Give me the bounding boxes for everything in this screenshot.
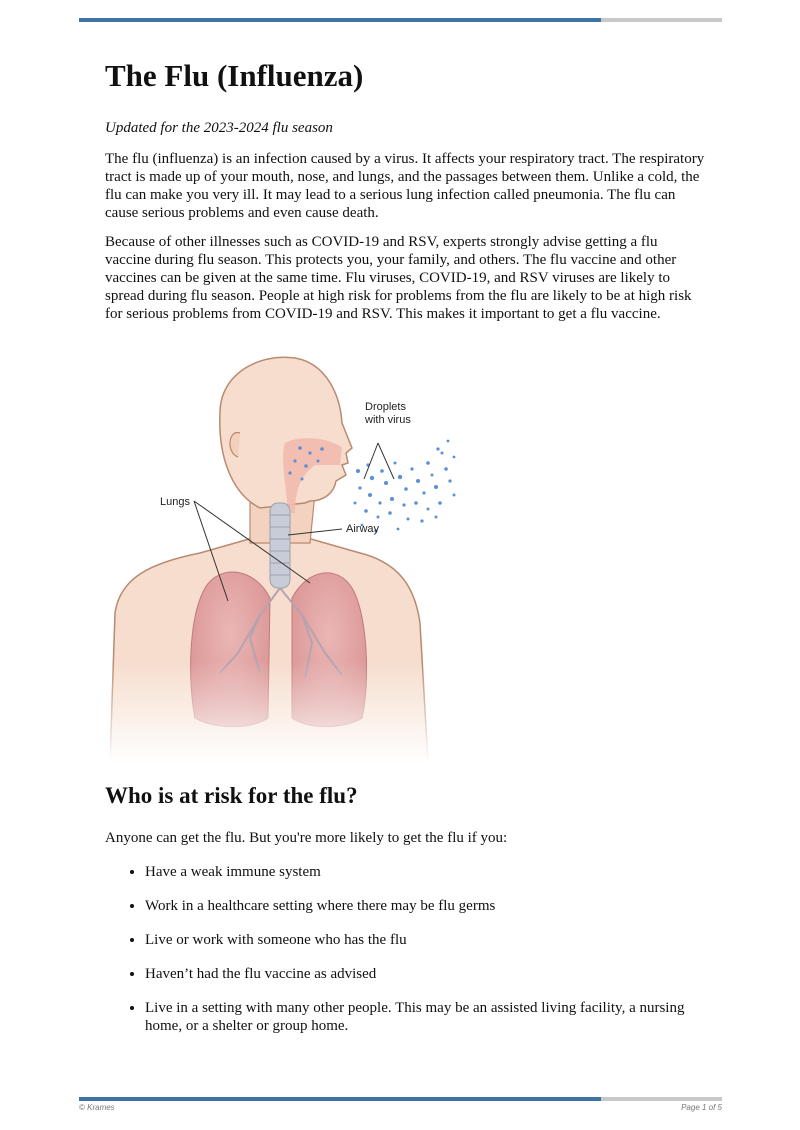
document-content — [105, 54, 705, 1051]
copyright-text: © Krames — [79, 1103, 115, 1112]
anatomy-drawing — [110, 353, 470, 763]
droplets-label-line1: Droplets — [365, 401, 406, 413]
page-subtitle: Updated for the 2023-2024 flu season — [105, 120, 333, 136]
footer-progress-bar — [79, 1097, 722, 1101]
airway-label: Airway — [346, 523, 380, 535]
list-item: • Work in a healthcare setting where there may be flu germs — [145, 897, 705, 915]
list-item: • Live in a setting with many other people. This may be an assisted living facility, a nursing home, or a shelter or group home. — [145, 999, 705, 1035]
risk-list — [105, 863, 705, 1035]
page-title: The Flu (Influenza) — [105, 58, 364, 93]
section-intro: Anyone can get the flu. But you're more likely to get the flu if you: — [105, 830, 508, 846]
intro-paragraph: The flu (influenza) is an infection caused by a virus. It affects your respiratory tract. The respiratory tract is made up of your mouth, nose, and lungs, and the passages between them. Unlike a cold, the flu can make you very ill. It may lead to a serious lung infection called pneumonia. The flu can cause serious problems and even cause death. — [105, 151, 705, 221]
list-item: • Have a weak immune system — [145, 863, 705, 881]
header-progress-fill — [79, 18, 601, 22]
respiratory-illustration — [110, 353, 470, 763]
list-item: • Haven’t had the flu vaccine as advised — [145, 965, 705, 983]
header-progress-bar — [79, 18, 722, 22]
vaccine-paragraph: Because of other illnesses such as COVID-19 and RSV, experts strongly advise getting a flu vaccine during flu season. This protects you, your family, and others. The flu vaccine and other vaccines can be given at the same time. Flu viruses, COVID-19, and RSV viruses are likely to spread during flu season. People at high risk for problems from the flu are likely to be at high risk for serious problems from COVID-19 and RSV. This makes it important to get a flu vaccine. — [105, 234, 692, 322]
page-number: Page 1 of 5 — [681, 1103, 722, 1112]
droplets-label-line2: with virus — [365, 414, 411, 426]
lungs-label: Lungs — [160, 496, 190, 508]
section-heading: Who is at risk for the flu? — [105, 783, 358, 808]
droplets-label — [365, 401, 411, 427]
footer-progress-fill — [79, 1097, 601, 1101]
list-item: • Live or work with someone who has the flu — [145, 931, 705, 949]
